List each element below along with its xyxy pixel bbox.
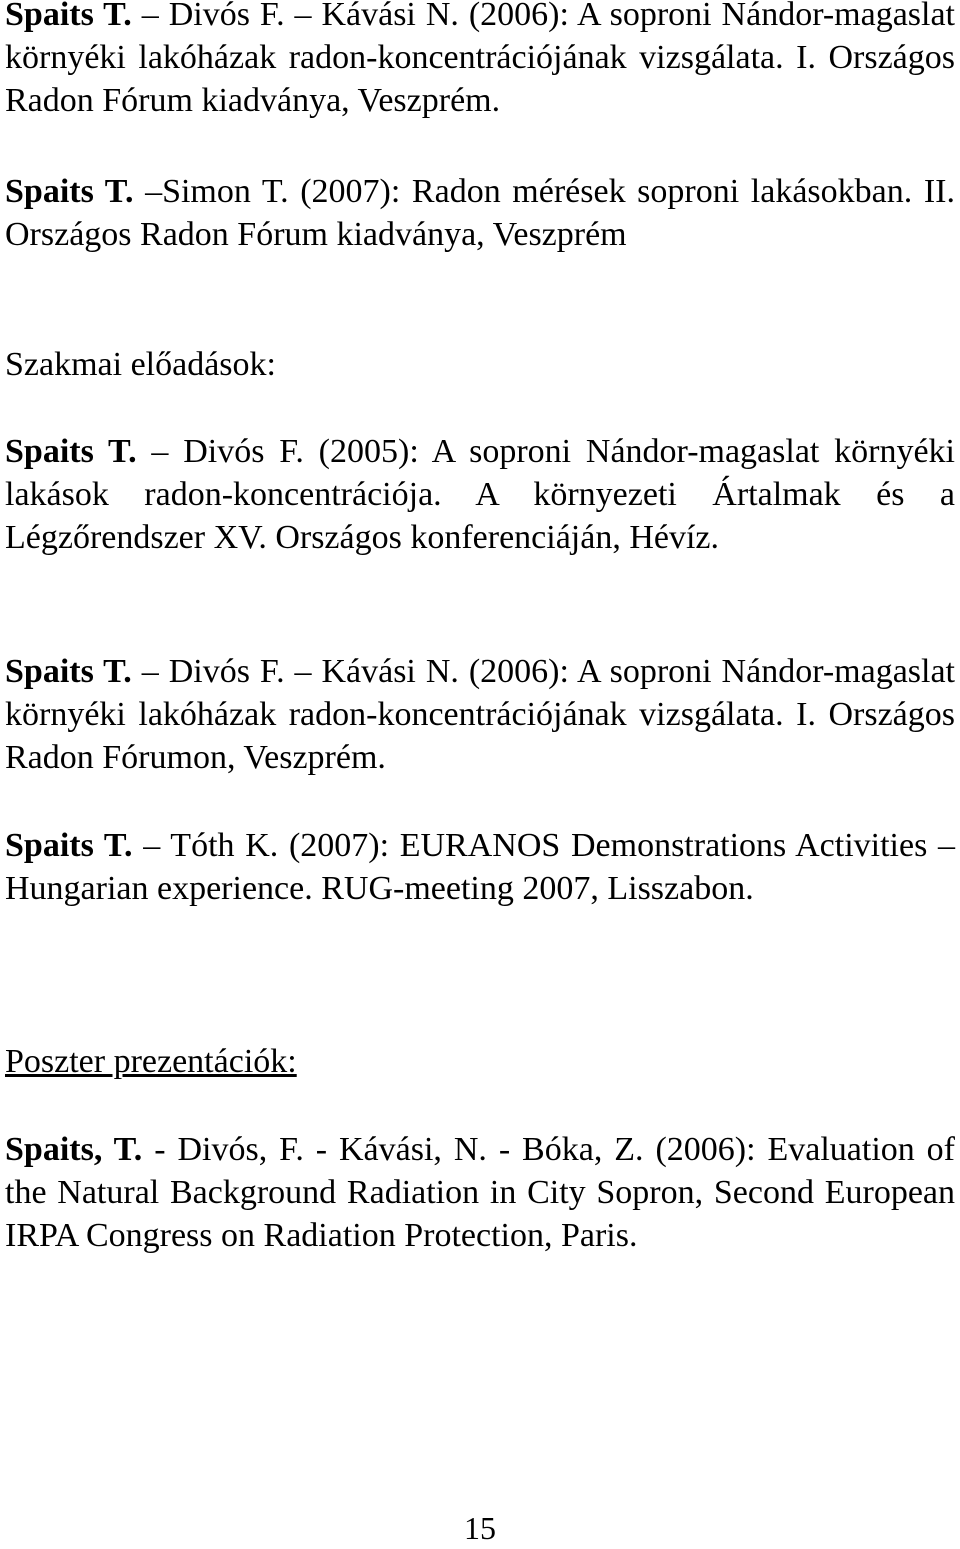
poster-authors: Spaits, T. <box>5 1131 143 1168</box>
reference-text: –Simon T. (2007): Radon mérések soproni lakásokban. II. Országos Radon Fórum kiadványa, Veszprém <box>5 173 955 253</box>
lecture-entry <box>5 824 955 910</box>
reference-authors: Spaits T. <box>5 173 134 210</box>
poster-entry <box>5 1128 955 1257</box>
lecture-text: – Tóth K. (2007): EURANOS Demonstrations Activities – Hungarian experience. RUG-meeting 2007, Lisszabon. <box>5 827 955 907</box>
reference-entry <box>5 170 955 256</box>
section-heading-posters-text: Poszter prezentációk: <box>5 1043 297 1080</box>
lecture-authors: Spaits T. <box>5 653 132 690</box>
lecture-authors: Spaits T. <box>5 827 133 864</box>
page-number: 15 <box>464 1510 496 1546</box>
lecture-entry <box>5 430 955 559</box>
lecture-authors: Spaits T. <box>5 433 137 470</box>
section-heading-posters <box>5 1040 955 1083</box>
lecture-text: – Divós F. (2005): A soproni Nándor-magaslat környéki lakások radon-koncentrációja. A környezeti Ártalmak és a Légzőrendszer XV. Országos konferenciáján, Hévíz. <box>5 433 955 556</box>
poster-text: - Divós, F. - Kávási, N. - Bóka, Z. (2006): Evaluation of the Natural Background Radiation in City Sopron, Second European IRPA Congress on Radiation Protection, Paris. <box>5 1131 956 1254</box>
reference-authors: Spaits T. <box>5 0 132 33</box>
lecture-text: – Divós F. – Kávási N. (2006): A soproni Nándor-magaslat környéki lakóházak radon-koncentrációjának vizsgálata. I. Országos Radon Fórumon, Veszprém. <box>5 653 956 776</box>
lecture-entry <box>5 650 955 779</box>
reference-text: – Divós F. – Kávási N. (2006): A soproni Nándor-magaslat környéki lakóházak radon-koncentrációjának vizsgálata. I. Országos Radon Fórum kiadványa, Veszprém. <box>5 0 956 119</box>
section-heading-lectures: Szakmai előadások: <box>5 346 276 383</box>
reference-entry <box>5 0 955 122</box>
